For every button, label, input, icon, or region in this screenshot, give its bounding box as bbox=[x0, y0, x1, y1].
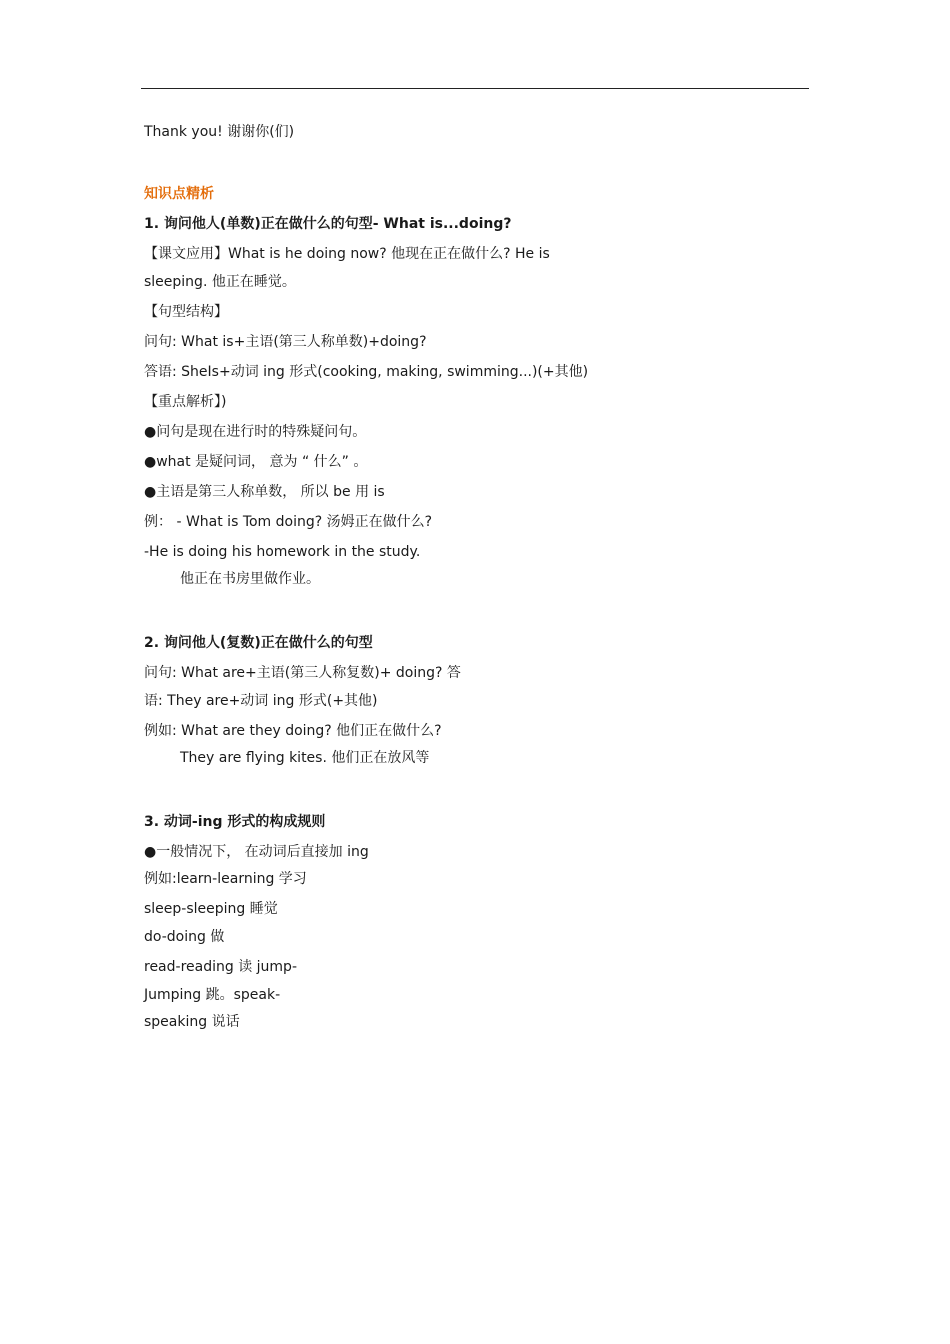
text-line: 语: They are+动词 ing 形式(+其他) bbox=[144, 693, 378, 709]
text-line: 问句: What is+主语(第三人称单数)+doing? bbox=[144, 334, 427, 350]
text-line: 答语: SheIs+动词 ing 形式(cooking, making, swimming...)(+其他) bbox=[144, 364, 589, 380]
example-line: 例如:learn-learning 学习 bbox=[144, 871, 307, 887]
example-line: They are flying kites. 他们正在放风等 bbox=[180, 750, 430, 766]
bullet-line: ●一般情况下， 在动词后直接加 ing bbox=[144, 844, 369, 860]
text-line: 【句型结构】 bbox=[144, 304, 228, 320]
example-line: Jumping 跳。speak- bbox=[144, 987, 281, 1003]
example-line: 例如: What are they doing? 他们正在做什么? bbox=[144, 723, 442, 739]
example-line: speaking 说话 bbox=[144, 1014, 240, 1030]
text-line: sleeping. 他正在睡觉。 bbox=[144, 274, 296, 290]
example-line: sleep-sleeping 睡觉 bbox=[144, 901, 278, 917]
bullet-line: ●主语是第三人称单数， 所以 be 用 is bbox=[144, 484, 385, 500]
bullet-line: ●what 是疑问词， 意为 “ 什么” 。 bbox=[144, 454, 368, 470]
example-line: 他正在书房里做作业。 bbox=[180, 571, 320, 587]
heading-3: 3. 动词-ing 形式的构成规则 bbox=[144, 814, 326, 830]
heading-2: 2. 询问他人(复数)正在做什么的句型 bbox=[144, 635, 373, 651]
example-line: -He is doing his homework in the study. bbox=[144, 544, 421, 560]
text-line: 【课文应用】What is he doing now? 他现在正在做什么? He is bbox=[144, 246, 550, 262]
example-line: 例： - What is Tom doing? 汤姆正在做什么? bbox=[144, 514, 433, 530]
bullet-line: ●问句是现在进行时的特殊疑问句。 bbox=[144, 424, 367, 440]
heading-1: 1. 询问他人(单数)正在做什么的句型- What is...doing? bbox=[144, 216, 512, 232]
text-line: Thank you! 谢谢你(们) bbox=[144, 124, 295, 140]
text-line: 【重点解析】) bbox=[144, 394, 227, 410]
section-title: 知识点精析 bbox=[144, 186, 214, 202]
header-rule bbox=[141, 88, 809, 89]
text-line: 问句: What are+主语(第三人称复数)+ doing? 答 bbox=[144, 665, 461, 681]
example-line: read-reading 读 jump- bbox=[144, 959, 297, 975]
example-line: do-doing 做 bbox=[144, 929, 225, 945]
